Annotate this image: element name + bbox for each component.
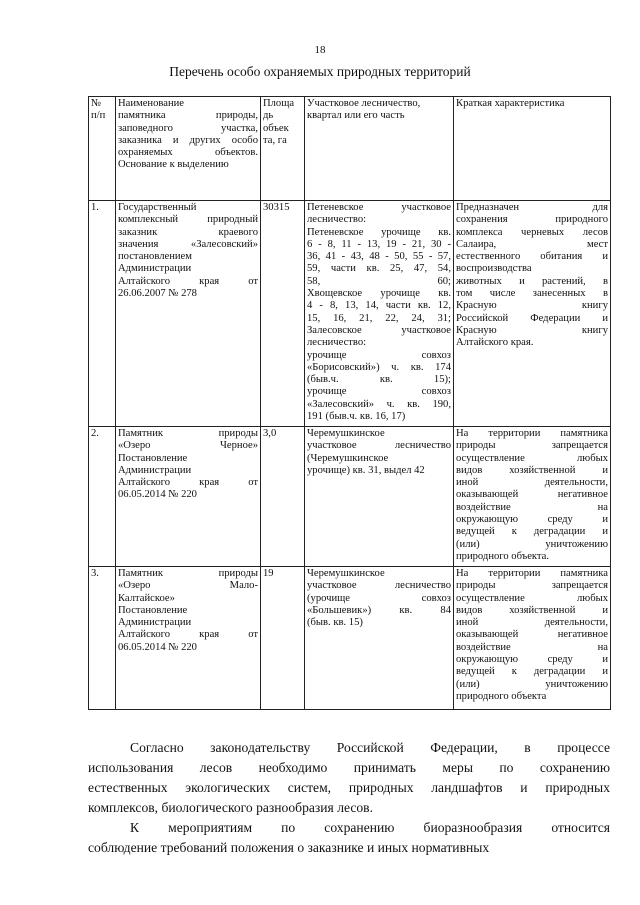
cell-line: охраняемых объектов. xyxy=(118,147,258,159)
paragraph-line: комплексов, биологического разнообразия лесов. xyxy=(88,800,373,815)
cell-line: дь xyxy=(263,110,274,122)
cell-line: 2. xyxy=(91,428,99,439)
cell-line: 4 - 8, 13, 14, части кв. 12, xyxy=(307,300,451,312)
cell-line: Площа xyxy=(263,98,295,109)
cell-description xyxy=(454,567,611,710)
table-row xyxy=(89,567,611,710)
cell-line: природного объекта. xyxy=(456,550,550,562)
cell-line: комплекса черневых лесов xyxy=(456,226,608,238)
cell-line: постановлением xyxy=(118,251,192,263)
cell-name xyxy=(116,567,261,710)
cell-line: Российской Федерации и xyxy=(456,312,608,324)
cell-line: Памятник природы xyxy=(118,568,258,579)
cell-line: оказывающей негативное xyxy=(456,489,608,501)
cell-line: «Озеро Мало- xyxy=(118,580,258,592)
body-text xyxy=(88,738,610,858)
page-number: 18 xyxy=(314,44,326,56)
paragraph-line: естественных экологических систем, природных ландшафтов и природных xyxy=(88,780,610,795)
cell-area xyxy=(261,201,305,427)
cell-line: урочище совхоз xyxy=(307,386,451,398)
cell-line: урочище) кв. 31, выдел 42 xyxy=(307,464,425,476)
cell-line: 1. xyxy=(91,202,99,213)
document-title: Перечень особо охраняемых природных территорий xyxy=(169,64,471,79)
cell-line: Администрации xyxy=(118,617,192,629)
cell-name xyxy=(116,201,261,427)
cell-line: заповедного участка, xyxy=(118,122,258,134)
cell-line: том числе занесенных в xyxy=(456,288,608,300)
cell-line: воздействие на xyxy=(456,501,608,513)
cell-line: Салаира, мест xyxy=(456,238,608,250)
cell-line: Петеневское участковое xyxy=(307,202,451,213)
cell-number xyxy=(89,427,116,567)
cell-line: Памятник природы xyxy=(118,428,258,439)
cell-line: 15, 16, 21, 22, 24, 31; xyxy=(307,312,451,324)
cell-line: осуществление любых xyxy=(456,592,608,604)
cell-name xyxy=(116,427,261,567)
cell-forestry xyxy=(305,567,454,710)
cell-line: ведущей к деградации и xyxy=(456,526,608,538)
cell-line: Алтайского края от xyxy=(118,629,258,641)
cell-line: Администрации xyxy=(118,263,192,275)
cell-line: Алтайского края от xyxy=(118,275,258,287)
cell-line: Калтайское» xyxy=(118,592,175,604)
protected-areas-table xyxy=(88,96,611,710)
cell-line: Краткая характеристика xyxy=(456,98,565,109)
cell-line: Администрации xyxy=(118,464,192,476)
paragraph-line: Согласно законодательству Российской Федерации, в процессе xyxy=(130,740,610,755)
cell-line: 26.06.2007 № 278 xyxy=(118,288,197,300)
cell-line: значения «Залесовский» xyxy=(118,238,258,250)
cell-line: лесничество: xyxy=(307,214,367,226)
cell-line: 59, части кв. 25, 47, 54, xyxy=(307,263,451,275)
cell-number xyxy=(89,567,116,710)
cell-line: сохранения природного xyxy=(456,214,608,226)
cell-line: «Большевик») кв. 84 xyxy=(307,604,451,616)
header-name xyxy=(116,97,261,201)
cell-line: (или) уничтожению xyxy=(456,678,608,690)
cell-line: Алтайского края. xyxy=(456,337,534,349)
cell-line: Участковое лесничество, xyxy=(307,98,421,109)
cell-line: объек xyxy=(263,122,289,134)
cell-line: На территории памятника xyxy=(456,428,608,439)
cell-line: Черемушкинское xyxy=(307,428,385,439)
cell-forestry xyxy=(305,201,454,427)
cell-line: 6 - 8, 11 - 13, 19 - 21, 30 - xyxy=(307,238,451,250)
cell-line: Залесовское участковое xyxy=(307,324,451,336)
cell-line: урочище совхоз xyxy=(307,349,451,361)
cell-line: 06.05.2014 № 220 xyxy=(118,489,197,501)
cell-line: окружающую среду и xyxy=(456,654,608,666)
paragraph-line: использования лесов необходимо принимать меры по сохранению xyxy=(88,760,610,775)
cell-description xyxy=(454,427,611,567)
table-row xyxy=(89,201,611,427)
cell-area xyxy=(261,567,305,710)
header-number xyxy=(89,97,116,201)
table-header-row xyxy=(89,97,611,201)
cell-line: заказник краевого xyxy=(118,226,258,238)
cell-number xyxy=(89,201,116,427)
cell-line: природного объекта xyxy=(456,690,547,702)
cell-line: Красную книгу xyxy=(456,300,608,312)
cell-line: Алтайского края от xyxy=(118,477,258,489)
cell-line: п/п xyxy=(91,110,106,122)
cell-forestry xyxy=(305,427,454,567)
cell-line: видов хозяйственной и xyxy=(456,464,608,476)
cell-line: ведущей к деградации и xyxy=(456,666,608,678)
cell-line: (или) уничтожению xyxy=(456,538,608,550)
cell-line: лесничество: xyxy=(307,337,367,349)
cell-line: Постановление xyxy=(118,452,188,464)
cell-line: естественного обитания и xyxy=(456,251,608,263)
cell-line: 30315 xyxy=(263,202,290,213)
cell-line: (урочище совхоз xyxy=(307,592,451,604)
cell-line: 06.05.2014 № 220 xyxy=(118,641,197,653)
cell-line: Петеневское урочище кв. xyxy=(307,226,451,238)
paragraph xyxy=(88,818,610,858)
cell-line: № xyxy=(91,98,102,109)
cell-line: воспроизводства xyxy=(456,263,532,275)
cell-line: На территории памятника xyxy=(456,568,608,579)
cell-line: воздействие на xyxy=(456,641,608,653)
cell-line: комплексный природный xyxy=(118,214,258,226)
paragraph-line: соблюдение требований положения о заказнике и иных нормативных xyxy=(88,840,490,855)
cell-line: окружающую среду и xyxy=(456,514,608,526)
cell-line: квартал или его часть xyxy=(307,110,405,122)
cell-line: Постановление xyxy=(118,604,188,616)
cell-description xyxy=(454,201,611,427)
cell-line: иной деятельности, xyxy=(456,617,608,629)
cell-line: 58, 60; xyxy=(307,275,451,287)
cell-line: 19 xyxy=(263,568,274,579)
cell-line: Черемушкинское xyxy=(307,568,385,579)
header-description xyxy=(454,97,611,201)
cell-line: животных и растений, в xyxy=(456,275,608,287)
cell-line: видов хозяйственной и xyxy=(456,604,608,616)
cell-line: памятника природы, xyxy=(118,110,258,122)
cell-line: «Озеро Черное» xyxy=(118,440,258,452)
cell-line: Государственный xyxy=(118,202,197,213)
cell-line: Хвощевское урочище кв. xyxy=(307,288,451,300)
cell-line: 36, 41 - 43, 48 - 50, 55 - 57, xyxy=(307,251,451,263)
header-forestry xyxy=(305,97,454,201)
table-row xyxy=(89,427,611,567)
cell-line: оказывающей негативное xyxy=(456,629,608,641)
cell-line: Основание к выделению xyxy=(118,159,229,171)
cell-line: природы запрещается xyxy=(456,440,608,452)
paragraph-line: К мероприятиям по сохранению биоразнообразия относится xyxy=(130,820,610,835)
cell-line: Наименование xyxy=(118,98,184,109)
cell-line: иной деятельности, xyxy=(456,477,608,489)
cell-line: участковое лесничество xyxy=(307,580,451,592)
cell-line: участковое лесничество xyxy=(307,440,451,452)
cell-line: природы запрещается xyxy=(456,580,608,592)
cell-line: та, га xyxy=(263,134,287,146)
cell-line: «Борисовский») ч. кв. 174 xyxy=(307,361,451,373)
cell-line: Красную книгу xyxy=(456,324,608,336)
paragraph xyxy=(88,738,610,818)
cell-line: 3,0 xyxy=(263,428,277,439)
cell-line: 3. xyxy=(91,568,99,579)
cell-line: (быв.ч. кв. 15); xyxy=(307,374,451,386)
cell-line: (Черемушкинское xyxy=(307,452,389,464)
cell-line: «Залесовский» ч. кв. 190, xyxy=(307,398,451,410)
header-area xyxy=(261,97,305,201)
cell-line: (быв. кв. 15) xyxy=(307,617,363,629)
cell-line: Предназначен для xyxy=(456,202,608,213)
cell-line: осуществление любых xyxy=(456,452,608,464)
cell-area xyxy=(261,427,305,567)
cell-line: 191 (быв.ч. кв. 16, 17) xyxy=(307,411,406,423)
cell-line: заказника и других особо xyxy=(118,134,258,146)
